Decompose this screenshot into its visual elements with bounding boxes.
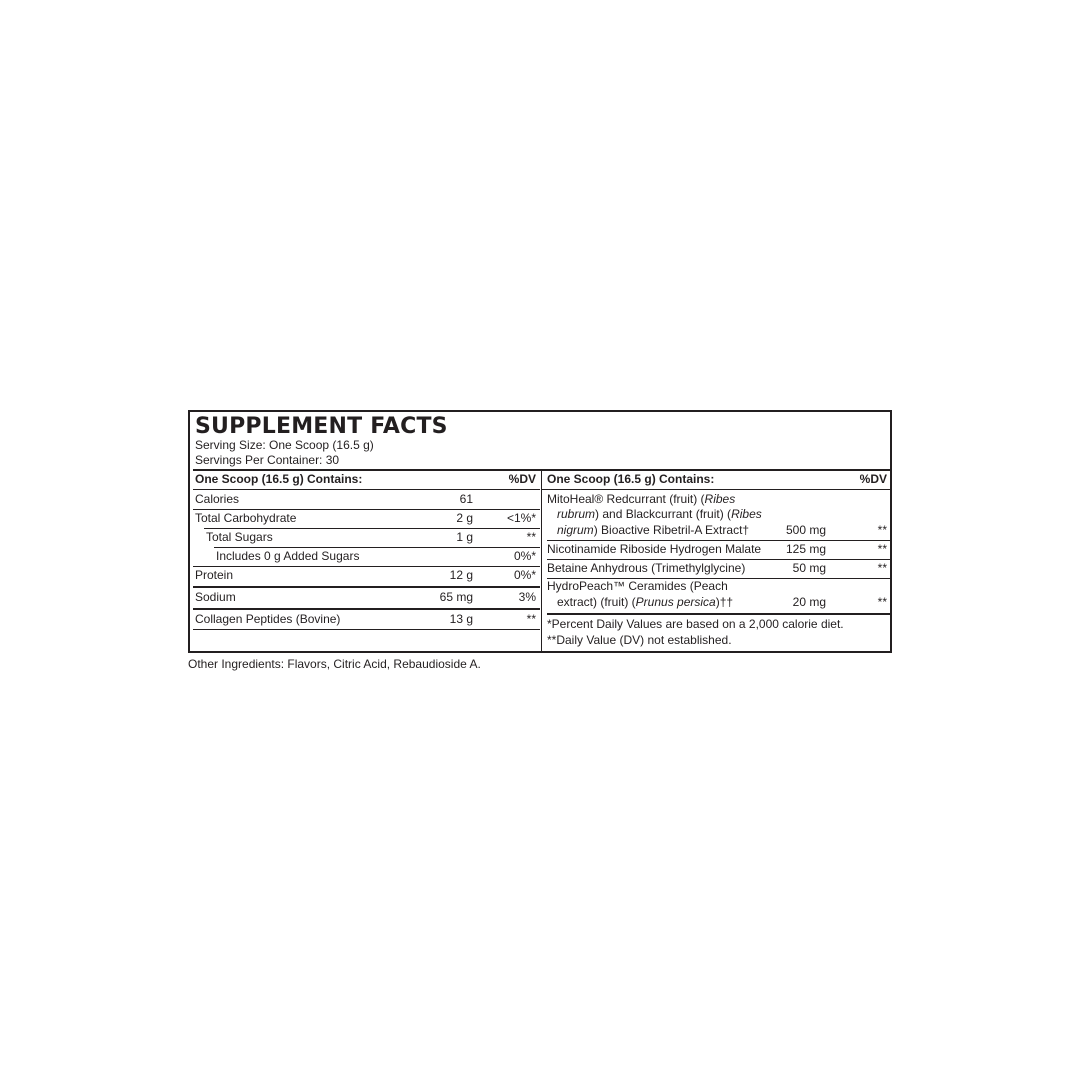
row-rule xyxy=(547,540,890,541)
nutrient-amount: 13 g xyxy=(449,612,473,626)
row-rule xyxy=(193,586,540,588)
nutrient-name: Collagen Peptides (Bovine) xyxy=(195,612,341,626)
nutrient-dv: ** xyxy=(526,530,536,544)
nutrient-amount: 61 xyxy=(459,492,473,506)
ingredient-name-line: nigrum) Bioactive Ribetril-A Extract† xyxy=(557,523,750,537)
row-rule xyxy=(193,566,540,567)
nutrient-amount: 65 mg xyxy=(439,590,473,604)
serving-size: Serving Size: One Scoop (16.5 g) xyxy=(195,438,374,452)
footnote-rule xyxy=(547,613,890,615)
panel-title: SUPPLEMENT FACTS xyxy=(195,414,448,439)
ingredient-name-line: rubrum) and Blackcurrant (fruit) (Ribes xyxy=(557,507,762,521)
nutrient-dv: <1%* xyxy=(506,511,536,525)
column-divider xyxy=(541,470,542,651)
ingredient-name-line: extract) (fruit) (Prunus persica)†† xyxy=(557,595,734,609)
nutrient-amount: 1 g xyxy=(456,530,473,544)
ingredient-name: Nicotinamide Riboside Hydrogen Malate xyxy=(547,542,762,556)
ingredient-dv: ** xyxy=(877,595,887,609)
nutrient-amount: 2 g xyxy=(456,511,473,525)
ingredient-amount: 50 mg xyxy=(792,561,826,575)
right-dv-header: %DV xyxy=(859,472,887,486)
footnote-daily-values: *Percent Daily Values are based on a 2,000 calorie diet. xyxy=(547,617,844,631)
ingredient-amount: 20 mg xyxy=(792,595,826,609)
ingredient-dv: ** xyxy=(877,542,887,556)
ingredient-amount: 500 mg xyxy=(785,523,826,537)
ingredient-dv: ** xyxy=(877,561,887,575)
left-dv-header: %DV xyxy=(508,472,536,486)
row-rule xyxy=(193,629,540,630)
ingredient-amount: 125 mg xyxy=(785,542,826,556)
nutrient-name: Total Sugars xyxy=(206,530,273,544)
nutrient-dv: 0%* xyxy=(513,549,536,563)
ingredient-name-line: HydroPeach™ Ceramides (Peach xyxy=(547,579,728,593)
row-rule xyxy=(214,547,540,548)
left-header-rule xyxy=(193,489,540,490)
supplement-facts-panel xyxy=(188,410,892,653)
nutrient-name: Protein xyxy=(195,568,234,582)
right-header-rule xyxy=(542,489,890,490)
nutrient-name: Sodium xyxy=(195,590,236,604)
right-header: One Scoop (16.5 g) Contains: xyxy=(547,472,715,486)
left-header: One Scoop (16.5 g) Contains: xyxy=(195,472,363,486)
nutrient-name: Total Carbohydrate xyxy=(195,511,297,525)
ingredient-name: Betaine Anhydrous (Trimethylglycine) xyxy=(547,561,746,575)
footnote-dv-not-established: **Daily Value (DV) not established. xyxy=(547,633,732,647)
ingredient-dv: ** xyxy=(877,523,887,537)
nutrient-dv: 0%* xyxy=(513,568,536,582)
ingredient-name-line: MitoHeal® Redcurrant (fruit) (Ribes xyxy=(547,492,736,506)
nutrient-amount: 12 g xyxy=(449,568,473,582)
other-ingredients: Other Ingredients: Flavors, Citric Acid, Rebaudioside A. xyxy=(188,657,481,671)
nutrient-dv: 3% xyxy=(518,590,536,604)
row-rule xyxy=(193,608,540,610)
servings-per-container: Servings Per Container: 30 xyxy=(195,453,340,467)
nutrient-name: Includes 0 g Added Sugars xyxy=(216,549,360,563)
nutrient-name: Calories xyxy=(195,492,240,506)
row-rule xyxy=(204,528,540,529)
nutrient-dv: ** xyxy=(526,612,536,626)
row-rule xyxy=(547,559,890,560)
row-rule xyxy=(193,509,540,510)
